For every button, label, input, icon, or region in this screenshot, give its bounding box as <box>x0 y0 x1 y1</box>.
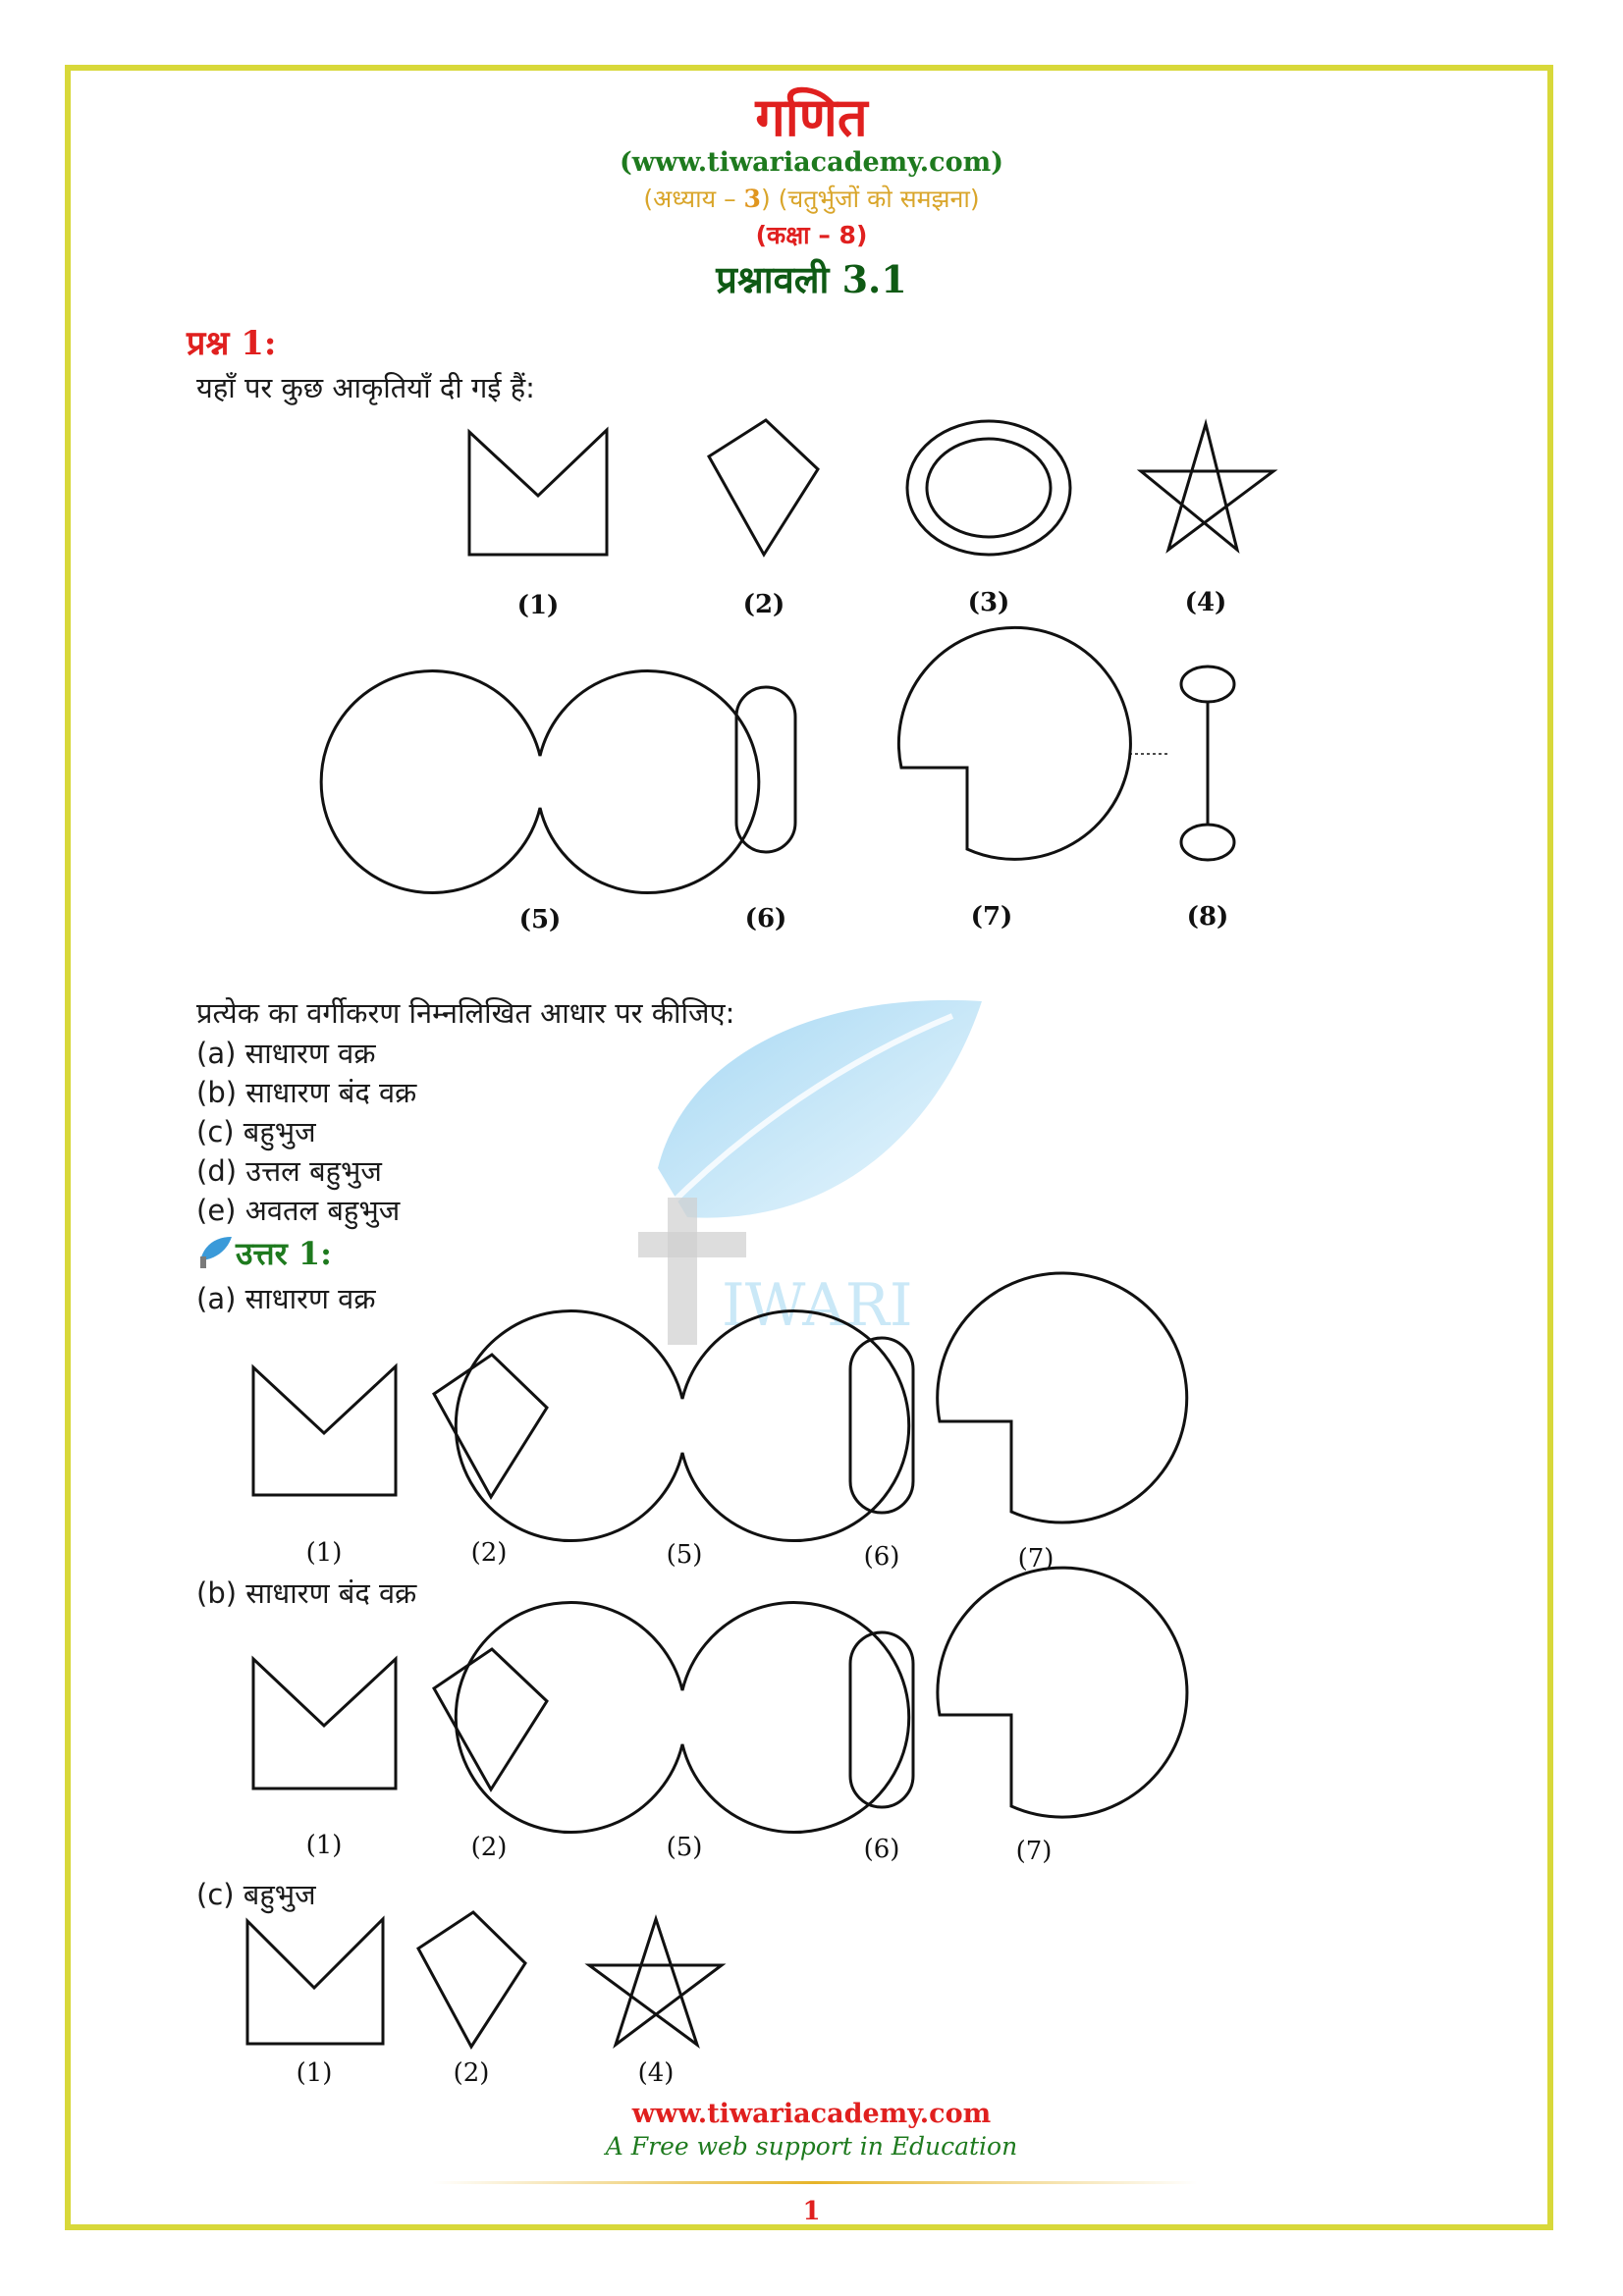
answer-a-label-7: (7) <box>1017 1544 1055 1574</box>
answer-b-label-2: (2) <box>470 1833 508 1862</box>
class-label: (कक्षा – 8) <box>755 221 868 249</box>
footer-tagline: A Free web support in Education <box>605 2132 1018 2161</box>
answer-b-figure-6 <box>850 1632 913 1807</box>
answer-a-label-5: (5) <box>666 1540 703 1570</box>
option-a: (a) साधारण वक्र <box>196 1037 376 1070</box>
option-e: (e) अवतल बहुभुज <box>196 1194 401 1227</box>
footer-divider <box>432 2181 1198 2184</box>
figure-label-8: (8) <box>1186 902 1229 932</box>
answer-a-figure-7 <box>938 1273 1187 1522</box>
answer-a-heading: (a) साधारण वक्र <box>196 1282 376 1315</box>
answer-b-label-6: (6) <box>863 1835 900 1864</box>
answer-c-label-2: (2) <box>453 2058 490 2088</box>
question-intro: यहाँ पर कुछ आकृतियाँ दी गई हैं: <box>196 371 535 404</box>
exercise-title: प्रश्नावली 3.1 <box>716 257 907 301</box>
chapter-name: (चतुर्भुजों को समझना) <box>778 185 980 213</box>
answer-a-figure-2 <box>434 1355 547 1497</box>
answer-a-label-6: (6) <box>863 1542 900 1572</box>
answer-c-label-4: (4) <box>637 2058 675 2088</box>
answer-c-heading: (c) बहुभुज <box>196 1878 316 1911</box>
header-website: (www.tiwariacademy.com) <box>620 147 1003 178</box>
answer-b-label-1: (1) <box>305 1831 343 1860</box>
figure-label-7: (7) <box>970 902 1013 932</box>
answer-b-figure-7 <box>938 1568 1187 1817</box>
answer-b-heading: (b) साधारण बंद वक्र <box>196 1576 417 1610</box>
page-title: गणित <box>755 85 868 148</box>
answer-a-figure-5 <box>456 1311 908 1541</box>
figure-label-4: (4) <box>1184 588 1227 617</box>
figure-label-3: (3) <box>967 588 1010 617</box>
answer-c-figure-4 <box>589 1919 722 2045</box>
answer-c-label-1: (1) <box>296 2058 333 2088</box>
figure-label-6: (6) <box>744 904 787 934</box>
option-b: (b) साधारण बंद वक्र <box>196 1076 417 1109</box>
chapter-number: 3 <box>743 185 761 213</box>
answer-a-label-1: (1) <box>305 1538 343 1568</box>
option-d: (d) उत्तल बहुभुज <box>196 1154 382 1188</box>
answer-c-figure-1 <box>247 1919 383 2044</box>
figure-label-2: (2) <box>742 590 785 619</box>
figure-label-1: (1) <box>516 591 560 620</box>
answer-a-figure-1 <box>253 1366 396 1495</box>
chapter-open: (अध्याय – <box>643 185 744 213</box>
figure-label-5: (5) <box>518 905 562 934</box>
answer-a-label-2: (2) <box>470 1538 508 1568</box>
answer-a-figure-6 <box>850 1338 913 1513</box>
watermark-text: IWARI <box>722 1271 913 1340</box>
answer-c-figure-2 <box>418 1912 525 2047</box>
answer-b-figure-5 <box>456 1603 908 1833</box>
answer-b-label-7: (7) <box>1015 1837 1053 1866</box>
answer-b-figure-2 <box>434 1649 547 1789</box>
question-label: प्रश्न 1: <box>187 324 277 363</box>
answer-b-figure-1 <box>253 1659 396 1789</box>
answer-b-label-5: (5) <box>666 1833 703 1862</box>
chapter-close: ) <box>760 185 771 213</box>
classify-prompt: प्रत्येक का वर्गीकरण निम्नलिखित आधार पर कीजिए: <box>196 996 735 1030</box>
option-c: (c) बहुभुज <box>196 1115 316 1148</box>
answer-label: उत्तर 1: <box>236 1235 332 1272</box>
footer-website-link[interactable]: www.tiwariacademy.com <box>631 2099 992 2129</box>
page-number: 1 <box>802 2197 821 2226</box>
